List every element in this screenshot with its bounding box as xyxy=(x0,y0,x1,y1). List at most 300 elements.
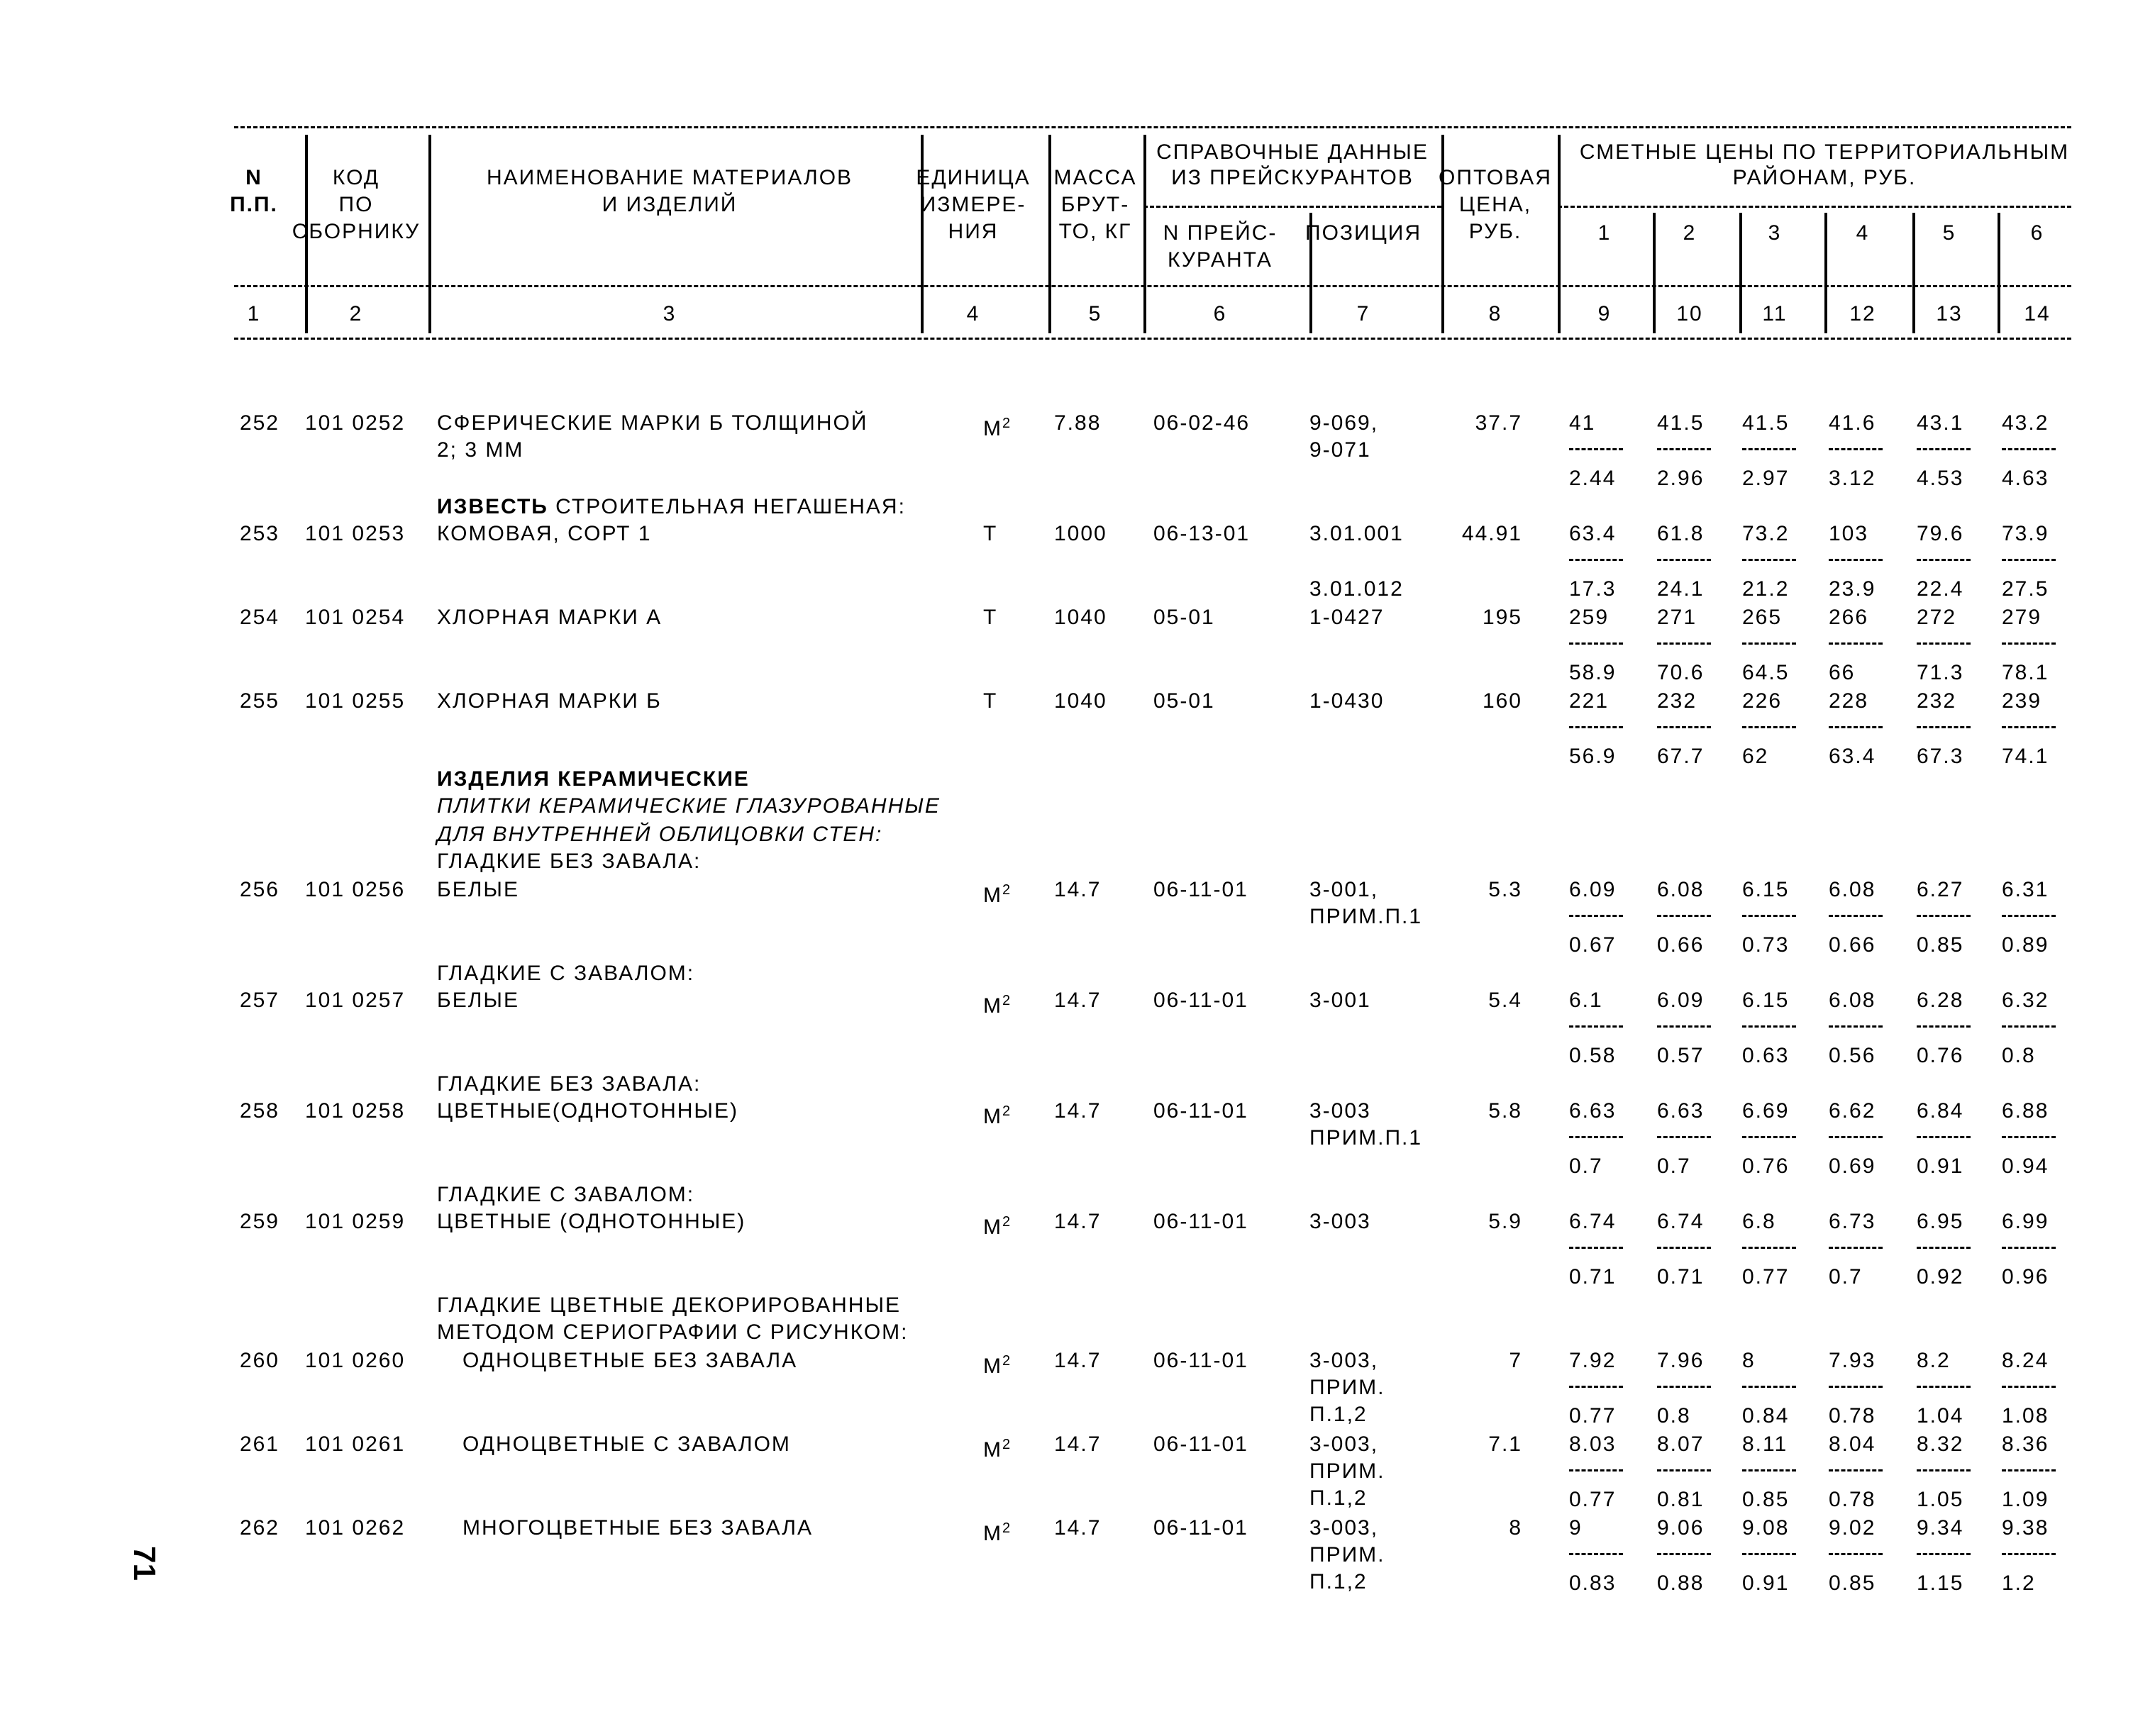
row-position: 3-003 xyxy=(1309,1210,1371,1233)
price-fraction-line xyxy=(1657,552,1711,564)
row-wholesale-price: 8 xyxy=(1509,1516,1522,1540)
district-price: 6.09 xyxy=(1657,989,1705,1012)
district-transport-cost: 78.1 xyxy=(2002,661,2049,684)
district-price: 73.9 xyxy=(2002,522,2049,545)
district-transport-cost: 67.7 xyxy=(1657,745,1705,768)
price-fraction-line xyxy=(2002,1240,2056,1252)
district-price: 221 xyxy=(1569,689,1610,713)
district-transport-cost: 0.77 xyxy=(1569,1488,1617,1511)
price-fraction-line xyxy=(1742,1240,1796,1252)
row-unit xyxy=(983,1347,1012,1380)
row-position: ПРИМ. xyxy=(1309,1376,1385,1399)
hdr-col-number: 10 xyxy=(1676,302,1703,326)
section-heading: ГЛАДКИЕ ЦВЕТНЫЕ ДЕКОРИРОВАННЫЕ xyxy=(437,1293,902,1317)
row-code: 101 0259 xyxy=(305,1210,406,1233)
district-price: 8.32 xyxy=(1917,1432,1964,1456)
district-price: 232 xyxy=(1657,689,1697,713)
row-unit-base: М xyxy=(983,1354,1002,1378)
section-heading: ПЛИТКИ КЕРАМИЧЕСКИЕ ГЛАЗУРОВАННЫЕ xyxy=(437,794,941,818)
row-code: 101 0261 xyxy=(305,1432,406,1456)
district-transport-cost: 1.09 xyxy=(2002,1488,2049,1511)
row-name: ОДНОЦВЕТНЫЕ С ЗАВАЛОМ xyxy=(462,1432,791,1456)
district-transport-cost: 0.8 xyxy=(2002,1044,2036,1067)
district-price: 7.93 xyxy=(1829,1349,1876,1372)
row-position: 3.01.001 xyxy=(1309,522,1404,545)
price-fraction-line xyxy=(1569,552,1623,564)
district-transport-cost: 0.73 xyxy=(1742,933,1790,957)
district-transport-cost: 1.2 xyxy=(2002,1571,2036,1595)
row-wholesale-price: 37.7 xyxy=(1475,411,1522,435)
row-price-list: 06-13-01 xyxy=(1153,522,1251,545)
row-name: БЕЛЫЕ xyxy=(437,989,519,1012)
district-price: 259 xyxy=(1569,606,1610,629)
district-transport-cost: 62 xyxy=(1742,745,1769,768)
district-transport-cost: 0.66 xyxy=(1657,933,1705,957)
district-price: 9 xyxy=(1569,1516,1583,1540)
price-fraction-line xyxy=(2002,552,2056,564)
row-unit-base: М xyxy=(983,994,1002,1018)
row-number: 261 xyxy=(239,1432,279,1456)
price-fraction-line xyxy=(1657,1018,1711,1031)
district-transport-cost: 74.1 xyxy=(2002,745,2049,768)
district-transport-cost: 58.9 xyxy=(1569,661,1617,684)
row-mass: 1000 xyxy=(1054,522,1107,545)
header-smet-subrule xyxy=(1558,206,2071,208)
row-position: 3-001, xyxy=(1309,878,1379,901)
section-heading: ГЛАДКИЕ С ЗАВАЛОМ: xyxy=(437,1183,695,1206)
row-unit-base: Т xyxy=(983,689,998,713)
district-transport-cost: 0.88 xyxy=(1657,1571,1705,1595)
row-position: 3-003 xyxy=(1309,1099,1371,1123)
district-price: 41.5 xyxy=(1657,411,1705,435)
hdr-n: N xyxy=(245,166,262,189)
district-transport-cost: 0.57 xyxy=(1657,1044,1705,1067)
row-code: 101 0254 xyxy=(305,606,406,629)
district-price: 73.2 xyxy=(1742,522,1790,545)
header-column-divider xyxy=(1824,213,1827,333)
price-fraction-line xyxy=(1569,1546,1623,1559)
district-transport-cost: 0.67 xyxy=(1569,933,1617,957)
header-column-divider xyxy=(1653,213,1656,333)
row-position: П.1,2 xyxy=(1309,1570,1368,1593)
district-transport-cost: 0.76 xyxy=(1917,1044,1964,1067)
district-transport-cost: 0.94 xyxy=(2002,1154,2049,1178)
district-price: 79.6 xyxy=(1917,522,1964,545)
price-fraction-line xyxy=(1829,1018,1883,1031)
price-fraction-line xyxy=(1917,719,1971,732)
price-fraction-line xyxy=(1917,552,1971,564)
row-unit xyxy=(983,604,997,631)
district-price: 272 xyxy=(1917,606,1957,629)
price-fraction-line xyxy=(1917,1018,1971,1031)
row-unit xyxy=(983,410,1012,443)
row-position: 3.01.012 xyxy=(1309,577,1404,601)
hdr-district-3: 3 xyxy=(1768,221,1782,245)
district-price: 6.08 xyxy=(1829,878,1876,901)
row-wholesale-price: 5.8 xyxy=(1488,1099,1522,1123)
hdr-mass-2: БРУТ- xyxy=(1060,193,1130,216)
row-number: 258 xyxy=(239,1099,279,1123)
district-price: 6.08 xyxy=(1657,878,1705,901)
district-price: 6.88 xyxy=(2002,1099,2049,1123)
row-number: 257 xyxy=(239,989,279,1012)
district-price: 266 xyxy=(1829,606,1869,629)
hdr-district-5: 5 xyxy=(1942,221,1956,245)
price-fraction-line xyxy=(1657,719,1711,732)
section-heading-bold: ИЗВЕСТЬ xyxy=(437,495,548,518)
district-price: 6.99 xyxy=(2002,1210,2049,1233)
price-fraction-line xyxy=(1829,1129,1883,1142)
district-price: 41.6 xyxy=(1829,411,1876,435)
hdr-district-2: 2 xyxy=(1683,221,1697,245)
price-fraction-line xyxy=(2002,441,2056,454)
district-transport-cost: 1.15 xyxy=(1917,1571,1964,1595)
district-price: 41 xyxy=(1569,411,1596,435)
row-position: 1-0430 xyxy=(1309,689,1385,713)
district-transport-cost: 56.9 xyxy=(1569,745,1617,768)
hdr-smet-2: РАЙОНАМ, РУБ. xyxy=(1732,166,1917,189)
row-position: 9-069, xyxy=(1309,411,1379,435)
price-fraction-line xyxy=(2002,1129,2056,1142)
price-fraction-line xyxy=(1657,908,1711,920)
district-price: 6.09 xyxy=(1569,878,1617,901)
district-transport-cost: 2.96 xyxy=(1657,467,1705,490)
row-price-list: 06-11-01 xyxy=(1153,1349,1248,1372)
header-ref-subrule xyxy=(1143,206,1441,208)
page-number: 71 xyxy=(127,1546,162,1581)
row-code: 101 0255 xyxy=(305,689,406,713)
header-column-divider xyxy=(1998,213,2000,333)
price-fraction-line xyxy=(1829,719,1883,732)
district-transport-cost: 0.76 xyxy=(1742,1154,1790,1178)
row-unit-base: М xyxy=(983,1215,1002,1239)
row-number: 252 xyxy=(239,411,279,435)
district-price: 6.74 xyxy=(1569,1210,1617,1233)
header-bottom-rule xyxy=(234,338,2071,340)
district-transport-cost: 2.44 xyxy=(1569,467,1617,490)
row-unit-base: М xyxy=(983,884,1002,907)
district-price: 8.2 xyxy=(1917,1349,1951,1372)
row-code: 101 0252 xyxy=(305,411,406,435)
hdr-opt-1: ОПТОВАЯ xyxy=(1439,166,1552,189)
row-position: 9-071 xyxy=(1309,438,1371,462)
district-transport-cost: 0.7 xyxy=(1829,1265,1863,1289)
row-unit xyxy=(983,1515,1012,1547)
district-price: 9.06 xyxy=(1657,1516,1705,1540)
district-transport-cost: 0.85 xyxy=(1742,1488,1790,1511)
row-unit xyxy=(983,1208,1012,1241)
row-mass: 14.7 xyxy=(1054,1432,1102,1456)
row-unit xyxy=(983,877,1012,909)
district-price: 103 xyxy=(1829,522,1869,545)
row-position: 1-0427 xyxy=(1309,606,1385,629)
header-column-divider xyxy=(428,135,431,333)
price-fraction-line xyxy=(1657,1379,1711,1391)
price-fraction-line xyxy=(1917,908,1971,920)
price-fraction-line xyxy=(2002,908,2056,920)
section-heading: ГЛАДКИЕ БЕЗ ЗАВАЛА: xyxy=(437,1072,702,1096)
district-transport-cost: 0.91 xyxy=(1917,1154,1964,1178)
hdr-district-1: 1 xyxy=(1597,221,1612,245)
district-price: 228 xyxy=(1829,689,1869,713)
district-transport-cost: 0.78 xyxy=(1829,1404,1876,1428)
row-name: 2; 3 ММ xyxy=(437,438,524,462)
price-fraction-line xyxy=(1657,1462,1711,1475)
section-heading: ГЛАДКИЕ С ЗАВАЛОМ: xyxy=(437,962,695,985)
district-price: 9.38 xyxy=(2002,1516,2049,1540)
district-transport-cost: 0.85 xyxy=(1829,1571,1876,1595)
row-wholesale-price: 5.9 xyxy=(1488,1210,1522,1233)
district-transport-cost: 0.66 xyxy=(1829,933,1876,957)
district-price: 8.36 xyxy=(2002,1432,2049,1456)
row-name: ОДНОЦВЕТНЫЕ БЕЗ ЗАВАЛА xyxy=(462,1349,798,1372)
price-fraction-line xyxy=(1742,719,1796,732)
row-mass: 14.7 xyxy=(1054,878,1102,901)
row-unit-base: М xyxy=(983,1438,1002,1462)
district-price: 61.8 xyxy=(1657,522,1705,545)
district-transport-cost: 0.85 xyxy=(1917,933,1964,957)
row-name: ХЛОРНАЯ МАРКИ Б xyxy=(437,689,662,713)
section-heading: МЕТОДОМ СЕРИОГРАФИИ С РИСУНКОМ: xyxy=(437,1320,909,1344)
district-transport-cost: 0.92 xyxy=(1917,1265,1964,1289)
district-price: 6.63 xyxy=(1569,1099,1617,1123)
district-price: 9.34 xyxy=(1917,1516,1964,1540)
price-fraction-line xyxy=(1742,1379,1796,1391)
price-fraction-line xyxy=(1569,908,1623,920)
row-unit-exponent: 2 xyxy=(1002,993,1012,1008)
price-fraction-line xyxy=(1569,1462,1623,1475)
hdr-col-number: 14 xyxy=(2024,302,2051,326)
price-fraction-line xyxy=(1829,552,1883,564)
district-transport-cost: 71.3 xyxy=(1917,661,1964,684)
hdr-unit-1: ЕДИНИЦА xyxy=(916,166,1031,189)
hdr-col-number: 13 xyxy=(1936,302,1963,326)
district-price: 6.63 xyxy=(1657,1099,1705,1123)
section-heading xyxy=(437,494,906,521)
district-transport-cost: 4.53 xyxy=(1917,467,1964,490)
row-price-list: 06-11-01 xyxy=(1153,1099,1248,1123)
district-transport-cost: 0.78 xyxy=(1829,1488,1876,1511)
row-mass: 14.7 xyxy=(1054,989,1102,1012)
row-number: 260 xyxy=(239,1349,279,1372)
district-price: 265 xyxy=(1742,606,1783,629)
row-unit-exponent: 2 xyxy=(1002,416,1012,431)
district-price: 6.31 xyxy=(2002,878,2049,901)
price-fraction-line xyxy=(1742,1129,1796,1142)
district-transport-cost: 1.05 xyxy=(1917,1488,1964,1511)
price-fraction-line xyxy=(1657,1546,1711,1559)
price-fraction-line xyxy=(1829,908,1883,920)
row-code: 101 0253 xyxy=(305,522,406,545)
price-fraction-line xyxy=(1829,635,1883,648)
row-unit-base: М xyxy=(983,417,1002,440)
hdr-ref-1: СПРАВОЧНЫЕ ДАННЫЕ xyxy=(1156,140,1429,164)
row-price-list: 05-01 xyxy=(1153,606,1215,629)
district-transport-cost: 24.1 xyxy=(1657,577,1705,601)
price-fraction-line xyxy=(2002,635,2056,648)
row-wholesale-price: 7.1 xyxy=(1488,1432,1522,1456)
district-price: 239 xyxy=(2002,689,2042,713)
row-code: 101 0256 xyxy=(305,878,406,901)
hdr-col-number: 7 xyxy=(1356,302,1370,326)
district-transport-cost: 0.81 xyxy=(1657,1488,1705,1511)
price-fraction-line xyxy=(1742,1018,1796,1031)
price-fraction-line xyxy=(1569,1379,1623,1391)
price-fraction-line xyxy=(1569,635,1623,648)
district-price: 9.02 xyxy=(1829,1516,1876,1540)
price-fraction-line xyxy=(2002,1379,2056,1391)
district-price: 9.08 xyxy=(1742,1516,1790,1540)
price-fraction-line xyxy=(1569,1129,1623,1142)
row-price-list: 06-11-01 xyxy=(1153,989,1248,1012)
row-number: 259 xyxy=(239,1210,279,1233)
district-transport-cost: 0.58 xyxy=(1569,1044,1617,1067)
row-mass: 14.7 xyxy=(1054,1516,1102,1540)
hdr-mass-3: ТО, КГ xyxy=(1058,220,1132,243)
row-position: ПРИМ. xyxy=(1309,1543,1385,1567)
hdr-ref-price-1: N ПРЕЙС- xyxy=(1163,221,1278,245)
header-column-divider xyxy=(1143,135,1146,333)
district-transport-cost: 1.08 xyxy=(2002,1404,2049,1428)
district-transport-cost: 0.96 xyxy=(2002,1265,2049,1289)
district-transport-cost: 0.91 xyxy=(1742,1571,1790,1595)
price-fraction-line xyxy=(1742,441,1796,454)
row-price-list: 06-11-01 xyxy=(1153,1210,1248,1233)
hdr-col-number: 9 xyxy=(1597,302,1612,326)
hdr-opt-2: ЦЕНА, xyxy=(1458,193,1532,216)
district-price: 6.73 xyxy=(1829,1210,1876,1233)
price-fraction-line xyxy=(1569,719,1623,732)
price-fraction-line xyxy=(1829,441,1883,454)
row-position: П.1,2 xyxy=(1309,1486,1368,1510)
hdr-col-number: 1 xyxy=(247,302,261,326)
price-fraction-line xyxy=(1742,1546,1796,1559)
row-price-list: 06-02-46 xyxy=(1153,411,1251,435)
price-fraction-line xyxy=(1657,1240,1711,1252)
row-unit-exponent: 2 xyxy=(1002,1353,1012,1369)
district-price: 63.4 xyxy=(1569,522,1617,545)
district-transport-cost: 0.7 xyxy=(1657,1154,1691,1178)
row-name: ЦВЕТНЫЕ(ОДНОТОННЫЕ) xyxy=(437,1099,738,1123)
hdr-kod-1: КОД xyxy=(332,166,380,189)
district-price: 279 xyxy=(2002,606,2042,629)
row-unit-base: М xyxy=(983,1522,1002,1545)
hdr-col-number: 2 xyxy=(349,302,363,326)
hdr-kod-3: СБОРНИКУ xyxy=(292,220,421,243)
district-price: 8.11 xyxy=(1742,1432,1788,1456)
district-transport-cost: 27.5 xyxy=(2002,577,2049,601)
row-unit-base: Т xyxy=(983,522,998,545)
price-fraction-line xyxy=(1569,441,1623,454)
row-name: МНОГОЦВЕТНЫЕ БЕЗ ЗАВАЛА xyxy=(462,1516,813,1540)
row-unit-exponent: 2 xyxy=(1002,882,1012,898)
row-unit xyxy=(983,521,997,547)
district-transport-cost: 21.2 xyxy=(1742,577,1790,601)
price-fraction-line xyxy=(1917,441,1971,454)
district-transport-cost: 0.84 xyxy=(1742,1404,1790,1428)
row-name: БЕЛЫЕ xyxy=(437,878,519,901)
district-transport-cost: 0.71 xyxy=(1569,1265,1617,1289)
district-transport-cost: 0.69 xyxy=(1829,1154,1876,1178)
row-code: 101 0257 xyxy=(305,989,406,1012)
district-transport-cost: 2.97 xyxy=(1742,467,1790,490)
price-fraction-line xyxy=(1829,1462,1883,1475)
district-price: 6.8 xyxy=(1742,1210,1776,1233)
header-mid-rule xyxy=(234,285,2071,287)
district-price: 6.32 xyxy=(2002,989,2049,1012)
district-transport-cost: 0.89 xyxy=(2002,933,2049,957)
district-transport-cost: 66 xyxy=(1829,661,1856,684)
hdr-opt-3: РУБ. xyxy=(1468,220,1522,243)
hdr-col-number: 3 xyxy=(663,302,677,326)
district-transport-cost: 17.3 xyxy=(1569,577,1617,601)
district-transport-cost: 1.04 xyxy=(1917,1404,1964,1428)
price-fraction-line xyxy=(1742,635,1796,648)
row-unit-base: Т xyxy=(983,606,998,629)
row-name: ЦВЕТНЫЕ (ОДНОТОННЫЕ) xyxy=(437,1210,746,1233)
hdr-name-2: И ИЗДЕЛИЙ xyxy=(602,193,738,216)
hdr-kod-2: ПО xyxy=(338,193,374,216)
district-transport-cost: 0.7 xyxy=(1569,1154,1603,1178)
price-fraction-line xyxy=(1917,635,1971,648)
hdr-ref-2: ИЗ ПРЕЙСКУРАНТОВ xyxy=(1171,166,1414,189)
row-wholesale-price: 7 xyxy=(1509,1349,1522,1372)
district-transport-cost: 64.5 xyxy=(1742,661,1790,684)
row-position: 3-001 xyxy=(1309,989,1371,1012)
row-number: 254 xyxy=(239,606,279,629)
price-fraction-line xyxy=(2002,1018,2056,1031)
district-price: 8.03 xyxy=(1569,1432,1617,1456)
district-price: 6.28 xyxy=(1917,989,1964,1012)
row-position: ПРИМ.П.1 xyxy=(1309,1126,1423,1150)
district-price: 6.62 xyxy=(1829,1099,1876,1123)
header-column-divider xyxy=(1739,213,1742,333)
district-price: 6.1 xyxy=(1569,989,1603,1012)
price-fraction-line xyxy=(2002,1546,2056,1559)
row-mass: 14.7 xyxy=(1054,1210,1102,1233)
row-wholesale-price: 44.91 xyxy=(1461,522,1522,545)
row-unit xyxy=(983,1431,1012,1464)
price-fraction-line xyxy=(1657,441,1711,454)
row-position: П.1,2 xyxy=(1309,1403,1368,1426)
hdr-col-number: 6 xyxy=(1213,302,1227,326)
district-price: 232 xyxy=(1917,689,1957,713)
header-top-rule xyxy=(234,126,2071,128)
district-price: 7.96 xyxy=(1657,1349,1705,1372)
price-fraction-line xyxy=(1742,908,1796,920)
row-unit xyxy=(983,1098,1012,1130)
hdr-col-number: 11 xyxy=(1762,302,1788,326)
row-position: 3-003, xyxy=(1309,1516,1379,1540)
row-unit xyxy=(983,987,1012,1020)
price-fraction-line xyxy=(1829,1546,1883,1559)
district-price: 41.5 xyxy=(1742,411,1790,435)
district-transport-cost: 63.4 xyxy=(1829,745,1876,768)
row-wholesale-price: 5.3 xyxy=(1488,878,1522,901)
district-transport-cost: 0.56 xyxy=(1829,1044,1876,1067)
district-transport-cost: 3.12 xyxy=(1829,467,1876,490)
header-column-divider xyxy=(1558,135,1561,333)
district-price: 8 xyxy=(1742,1349,1756,1372)
district-price: 43.1 xyxy=(1917,411,1964,435)
hdr-unit-3: НИЯ xyxy=(948,220,999,243)
section-heading: ИЗДЕЛИЯ КЕРАМИЧЕСКИЕ xyxy=(437,767,750,791)
price-fraction-line xyxy=(1742,1462,1796,1475)
price-fraction-line xyxy=(1917,1379,1971,1391)
district-transport-cost: 22.4 xyxy=(1917,577,1964,601)
district-transport-cost: 0.77 xyxy=(1742,1265,1790,1289)
row-number: 253 xyxy=(239,522,279,545)
